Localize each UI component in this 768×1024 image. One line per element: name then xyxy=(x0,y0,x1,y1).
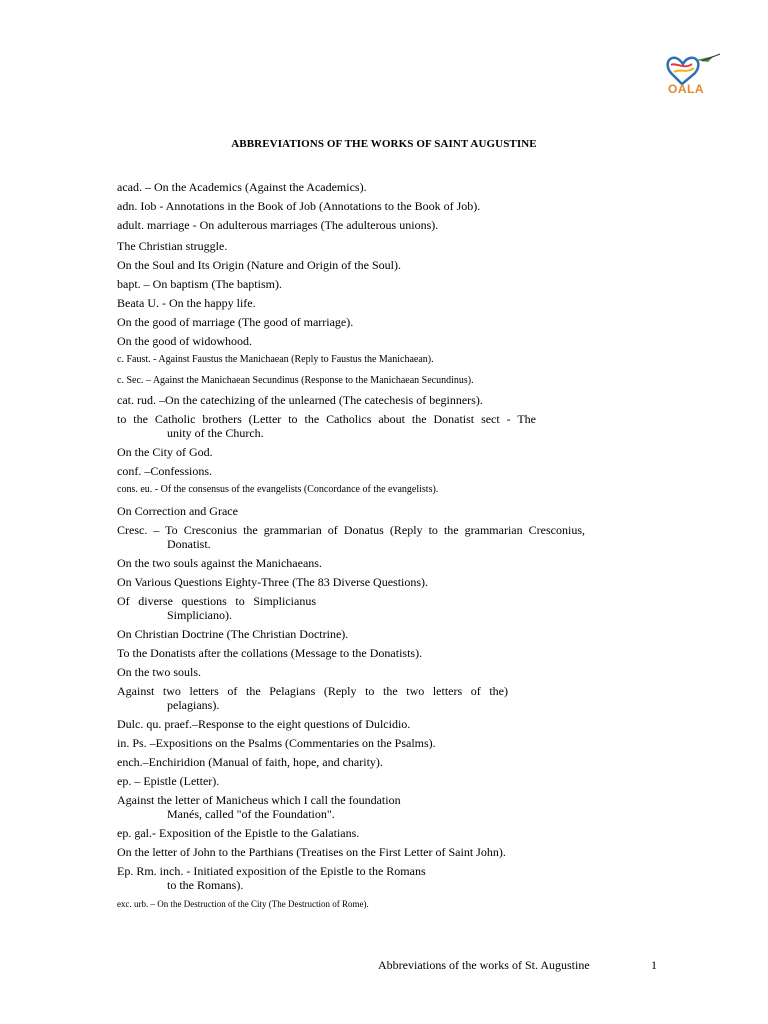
list-item: The Christian struggle. xyxy=(117,239,228,253)
list-item: On the City of God. xyxy=(117,445,213,459)
list-item: adult. marriage - On adulterous marriages (The adulterous unions). xyxy=(117,218,439,232)
list-item: Cresc. – To Cresconius the grammarian of Donatus (Reply to the grammarian Cresconius, Donatist. xyxy=(117,523,585,551)
list-item: bapt. – On baptism (The baptism). xyxy=(117,277,282,291)
list-item: Dulc. qu. praef.–Response to the eight questions of Dulcidio. xyxy=(117,717,411,731)
abbreviations-list xyxy=(117,180,585,911)
list-item: On the two souls. xyxy=(117,665,201,679)
list-item: Against the letter of Manicheus which I call the foundation Manés, called "of the Foundation". xyxy=(117,793,401,821)
logo-text: OALA xyxy=(668,82,704,96)
list-item: On Various Questions Eighty-Three (The 83 Diverse Questions). xyxy=(117,575,429,589)
list-item: ench.–Enchiridion (Manual of faith, hope, and charity). xyxy=(117,755,383,769)
list-item: cat. rud. –On the catechizing of the unlearned (The catechesis of beginners). xyxy=(117,393,483,407)
list-item: On Christian Doctrine (The Christian Doctrine). xyxy=(117,627,349,641)
list-item: c. Sec. – Against the Manichaean Secundinus (Response to the Manichaean Secundinus). xyxy=(117,375,474,386)
list-item: to the Catholic brothers (Letter to the Catholics about the Donatist sect - The unity of the Church. xyxy=(117,412,536,440)
list-item: On the two souls against the Manichaeans. xyxy=(117,556,322,570)
list-item: On the letter of John to the Parthians (Treatises on the First Letter of Saint John). xyxy=(117,845,506,859)
list-item: ep. gal.- Exposition of the Epistle to the Galatians. xyxy=(117,826,360,840)
page-number: 1 xyxy=(651,958,657,972)
list-item: in. Ps. –Expositions on the Psalms (Commentaries on the Psalms). xyxy=(117,736,436,750)
list-item: On the good of marriage (The good of marriage). xyxy=(117,315,354,329)
list-item: On the Soul and Its Origin (Nature and Origin of the Soul). xyxy=(117,258,401,272)
list-item: Against two letters of the Pelagians (Reply to the two letters of the) pelagians). xyxy=(117,684,508,712)
list-item: ep. – Epistle (Letter). xyxy=(117,774,220,788)
list-item: c. Faust. - Against Faustus the Manichaean (Reply to Faustus the Manichaean). xyxy=(117,354,434,365)
list-item: acad. – On the Academics (Against the Academics). xyxy=(117,180,367,194)
list-item: On Correction and Grace xyxy=(117,504,238,518)
footer-title: Abbreviations of the works of St. Augustine xyxy=(378,958,590,972)
list-item: Ep. Rm. inch. - Initiated exposition of the Epistle to the Romans to the Romans). xyxy=(117,864,426,892)
list-item: Beata U. - On the happy life. xyxy=(117,296,256,310)
list-item: To the Donatists after the collations (Message to the Donatists). xyxy=(117,646,423,660)
document-title: ABBREVIATIONS OF THE WORKS OF SAINT AUGUSTINE xyxy=(231,138,537,150)
list-item: On the good of widowhood. xyxy=(117,334,252,348)
list-item: Of diverse questions to Simplicianus Simpliciano). xyxy=(117,594,316,622)
list-item: adn. Iob - Annotations in the Book of Job (Annotations to the Book of Job). xyxy=(117,199,481,213)
list-item: conf. –Confessions. xyxy=(117,464,212,478)
list-item: exc. urb. – On the Destruction of the City (The Destruction of Rome). xyxy=(117,899,369,909)
list-item: cons. eu. - Of the consensus of the evangelists (Concordance of the evangelists). xyxy=(117,484,439,495)
